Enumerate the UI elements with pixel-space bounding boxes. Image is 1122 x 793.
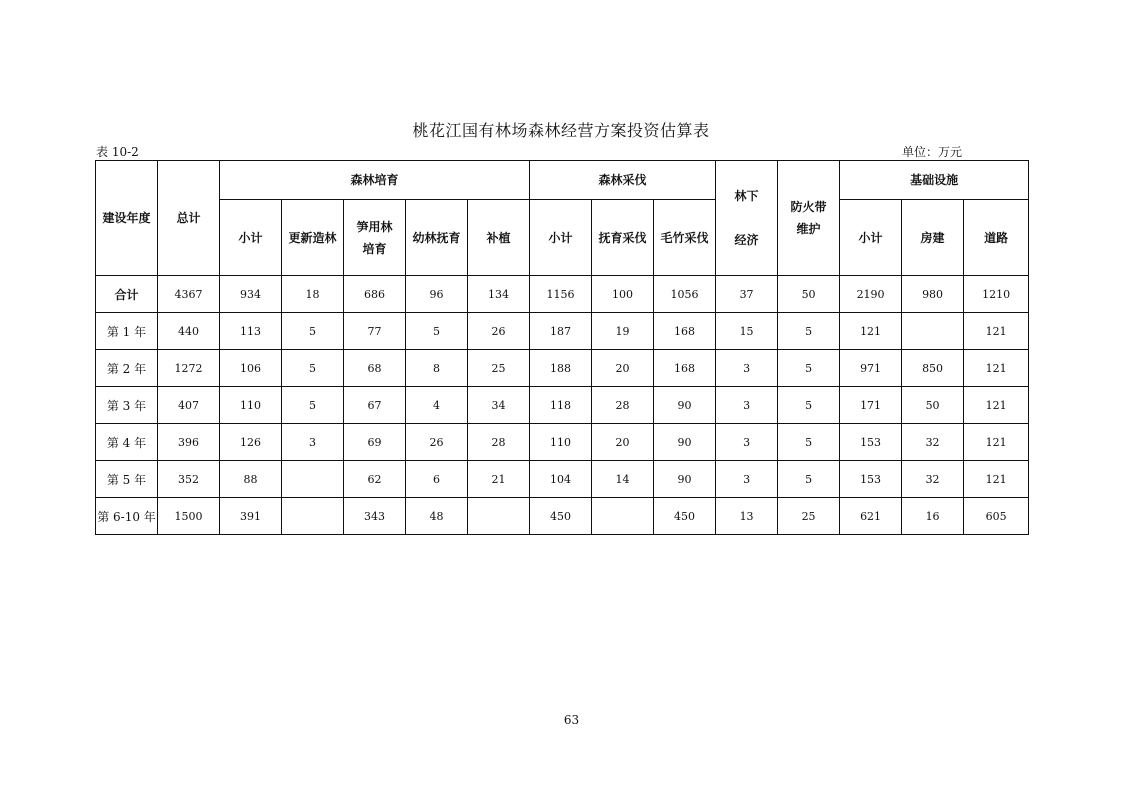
cell-moso-harvest: 90 bbox=[654, 461, 716, 498]
cell-infra-subtotal: 971 bbox=[840, 350, 902, 387]
header-replanting: 补植 bbox=[468, 200, 530, 276]
cell-renewal bbox=[282, 461, 344, 498]
cell-cult-subtotal: 106 bbox=[220, 350, 282, 387]
cell-moso-harvest: 168 bbox=[654, 350, 716, 387]
table-row bbox=[96, 461, 1029, 498]
cell-firebreak: 50 bbox=[778, 276, 840, 313]
table-row bbox=[96, 498, 1029, 535]
page-number: 63 bbox=[563, 713, 580, 727]
cell-bamboo: 686 bbox=[344, 276, 406, 313]
cell-firebreak: 25 bbox=[778, 498, 840, 535]
cell-firebreak: 5 bbox=[778, 313, 840, 350]
header-understory-line1: 林下 bbox=[734, 189, 759, 203]
page-title: 桃花江国有林场森林经营方案投资估算表 bbox=[412, 121, 710, 140]
cell-bamboo: 69 bbox=[344, 424, 406, 461]
header-infra-subtotal: 小计 bbox=[840, 200, 902, 276]
cell-year: 第 4 年 bbox=[96, 424, 158, 461]
cell-total: 396 bbox=[158, 424, 220, 461]
cell-renewal: 5 bbox=[282, 387, 344, 424]
header-understory-line2: 经济 bbox=[734, 233, 759, 247]
header-cult-subtotal: 小计 bbox=[220, 200, 282, 276]
cell-young-tending: 48 bbox=[406, 498, 468, 535]
cell-year: 第 1 年 bbox=[96, 313, 158, 350]
table-row bbox=[96, 350, 1029, 387]
cell-road: 121 bbox=[964, 350, 1029, 387]
cell-road: 121 bbox=[964, 387, 1029, 424]
cell-infra-subtotal: 153 bbox=[840, 461, 902, 498]
cell-road: 121 bbox=[964, 461, 1029, 498]
header-infrastructure: 基础设施 bbox=[840, 161, 1029, 200]
cell-renewal: 5 bbox=[282, 350, 344, 387]
header-firebreak-line2: 维护 bbox=[796, 222, 821, 236]
cell-housing: 16 bbox=[902, 498, 964, 535]
cell-road: 121 bbox=[964, 313, 1029, 350]
cell-infra-subtotal: 621 bbox=[840, 498, 902, 535]
cell-harv-subtotal: 188 bbox=[530, 350, 592, 387]
cell-year: 第 3 年 bbox=[96, 387, 158, 424]
header-moso-harvest: 毛竹采伐 bbox=[654, 200, 716, 276]
cell-replanting: 26 bbox=[468, 313, 530, 350]
cell-cult-subtotal: 934 bbox=[220, 276, 282, 313]
cell-replanting: 25 bbox=[468, 350, 530, 387]
cell-tending-harvest: 20 bbox=[592, 350, 654, 387]
cell-understory: 15 bbox=[716, 313, 778, 350]
header-housing: 房建 bbox=[902, 200, 964, 276]
table-row bbox=[96, 276, 1029, 313]
header-understory bbox=[716, 161, 778, 276]
cell-road: 121 bbox=[964, 424, 1029, 461]
cell-moso-harvest: 168 bbox=[654, 313, 716, 350]
cell-harv-subtotal: 118 bbox=[530, 387, 592, 424]
unit-label: 单位：万元 bbox=[902, 145, 963, 159]
cell-harv-subtotal: 450 bbox=[530, 498, 592, 535]
cell-year: 合计 bbox=[96, 276, 158, 313]
table-row bbox=[96, 424, 1029, 461]
cell-firebreak: 5 bbox=[778, 387, 840, 424]
cell-year: 第 5 年 bbox=[96, 461, 158, 498]
cell-moso-harvest: 1056 bbox=[654, 276, 716, 313]
cell-moso-harvest: 90 bbox=[654, 424, 716, 461]
header-bamboo bbox=[344, 200, 406, 276]
cell-tending-harvest: 14 bbox=[592, 461, 654, 498]
cell-bamboo: 67 bbox=[344, 387, 406, 424]
cell-total: 352 bbox=[158, 461, 220, 498]
cell-year: 第 6-10 年 bbox=[96, 498, 158, 535]
cell-young-tending: 5 bbox=[406, 313, 468, 350]
cell-harv-subtotal: 110 bbox=[530, 424, 592, 461]
cell-firebreak: 5 bbox=[778, 461, 840, 498]
header-cultivation: 森林培育 bbox=[220, 161, 530, 200]
header-renewal: 更新造林 bbox=[282, 200, 344, 276]
cell-understory: 13 bbox=[716, 498, 778, 535]
cell-replanting: 28 bbox=[468, 424, 530, 461]
cell-total: 440 bbox=[158, 313, 220, 350]
cell-replanting: 34 bbox=[468, 387, 530, 424]
cell-housing: 32 bbox=[902, 461, 964, 498]
cell-understory: 3 bbox=[716, 461, 778, 498]
cell-tending-harvest: 19 bbox=[592, 313, 654, 350]
header-harvest: 森林采伐 bbox=[530, 161, 716, 200]
cell-road: 1210 bbox=[964, 276, 1029, 313]
cell-young-tending: 8 bbox=[406, 350, 468, 387]
cell-tending-harvest: 100 bbox=[592, 276, 654, 313]
table-row bbox=[96, 387, 1029, 424]
cell-moso-harvest: 450 bbox=[654, 498, 716, 535]
cell-infra-subtotal: 121 bbox=[840, 313, 902, 350]
cell-bamboo: 62 bbox=[344, 461, 406, 498]
header-bamboo-line1: 笋用林 bbox=[356, 219, 393, 234]
cell-total: 1500 bbox=[158, 498, 220, 535]
cell-renewal: 3 bbox=[282, 424, 344, 461]
cell-renewal: 18 bbox=[282, 276, 344, 313]
cell-cult-subtotal: 88 bbox=[220, 461, 282, 498]
cell-understory: 37 bbox=[716, 276, 778, 313]
table-row bbox=[96, 313, 1029, 350]
cell-total: 407 bbox=[158, 387, 220, 424]
cell-harv-subtotal: 1156 bbox=[530, 276, 592, 313]
cell-road: 605 bbox=[964, 498, 1029, 535]
cell-renewal: 5 bbox=[282, 313, 344, 350]
table-number: 表 10-2 bbox=[96, 145, 139, 159]
header-year: 建设年度 bbox=[96, 161, 158, 276]
cell-renewal bbox=[282, 498, 344, 535]
cell-replanting bbox=[468, 498, 530, 535]
cell-understory: 3 bbox=[716, 350, 778, 387]
cell-young-tending: 4 bbox=[406, 387, 468, 424]
investment-estimate-table bbox=[95, 160, 1029, 535]
cell-infra-subtotal: 153 bbox=[840, 424, 902, 461]
cell-housing: 980 bbox=[902, 276, 964, 313]
header-tending-harvest: 抚育采伐 bbox=[592, 200, 654, 276]
header-firebreak bbox=[778, 161, 840, 276]
cell-tending-harvest bbox=[592, 498, 654, 535]
cell-replanting: 134 bbox=[468, 276, 530, 313]
header-young-tending: 幼林抚育 bbox=[406, 200, 468, 276]
cell-tending-harvest: 28 bbox=[592, 387, 654, 424]
header-firebreak-line1: 防火带 bbox=[790, 200, 827, 214]
cell-total: 4367 bbox=[158, 276, 220, 313]
cell-understory: 3 bbox=[716, 387, 778, 424]
cell-cult-subtotal: 126 bbox=[220, 424, 282, 461]
cell-firebreak: 5 bbox=[778, 424, 840, 461]
cell-moso-harvest: 90 bbox=[654, 387, 716, 424]
cell-young-tending: 96 bbox=[406, 276, 468, 313]
cell-tending-harvest: 20 bbox=[592, 424, 654, 461]
cell-young-tending: 26 bbox=[406, 424, 468, 461]
cell-year: 第 2 年 bbox=[96, 350, 158, 387]
header-harv-subtotal: 小计 bbox=[530, 200, 592, 276]
cell-housing: 850 bbox=[902, 350, 964, 387]
cell-bamboo: 343 bbox=[344, 498, 406, 535]
cell-replanting: 21 bbox=[468, 461, 530, 498]
header-total: 总计 bbox=[158, 161, 220, 276]
header-road: 道路 bbox=[964, 200, 1029, 276]
cell-housing: 32 bbox=[902, 424, 964, 461]
cell-cult-subtotal: 391 bbox=[220, 498, 282, 535]
cell-total: 1272 bbox=[158, 350, 220, 387]
cell-understory: 3 bbox=[716, 424, 778, 461]
header-bamboo-line2: 培育 bbox=[362, 241, 387, 256]
cell-cult-subtotal: 113 bbox=[220, 313, 282, 350]
cell-infra-subtotal: 2190 bbox=[840, 276, 902, 313]
cell-young-tending: 6 bbox=[406, 461, 468, 498]
cell-cult-subtotal: 110 bbox=[220, 387, 282, 424]
cell-bamboo: 77 bbox=[344, 313, 406, 350]
cell-housing: 50 bbox=[902, 387, 964, 424]
cell-harv-subtotal: 187 bbox=[530, 313, 592, 350]
cell-bamboo: 68 bbox=[344, 350, 406, 387]
cell-harv-subtotal: 104 bbox=[530, 461, 592, 498]
cell-firebreak: 5 bbox=[778, 350, 840, 387]
cell-housing bbox=[902, 313, 964, 350]
cell-infra-subtotal: 171 bbox=[840, 387, 902, 424]
